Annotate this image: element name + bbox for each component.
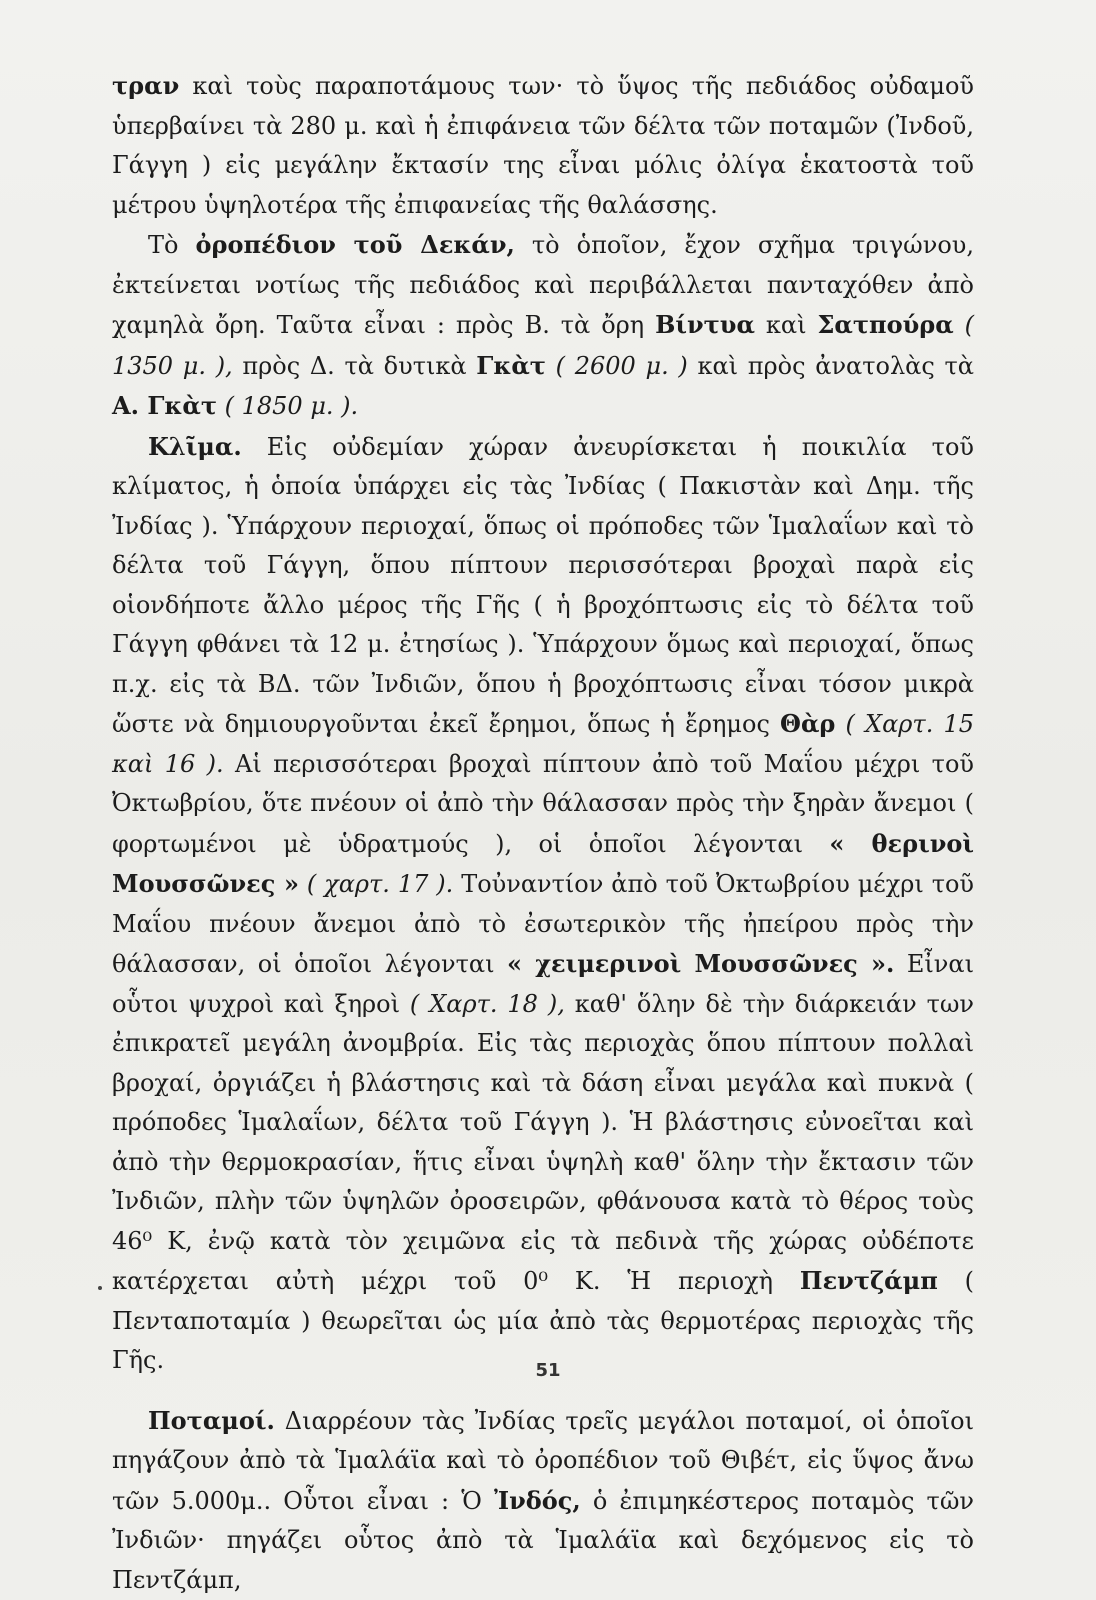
bold-term: Βίντυα <box>655 310 755 339</box>
text-run: πρὸς Δ. τὰ δυτικὰ <box>233 352 477 380</box>
bold-term: Κλῖμα. <box>148 432 242 461</box>
bold-term: Ἰνδός, <box>494 1486 581 1515</box>
text-run: Τὸ <box>148 231 195 259</box>
text-run: Διαρρέουν τὰς Ἰνδίας τρεῖς μεγάλοι ποταμοί, οἱ ὁποῖοι πηγάζουν ἀπὸ τὰ Ἱμαλάϊα καὶ τὸ ὀροπέδιον τοῦ Θιβέτ, εἰς ὕψος ἄνω τῶν 5.000μ.. Οὗτοι εἶναι : Ὁ <box>112 1407 974 1515</box>
text-run: καὶ τοὺς παραποτάμους των· τὸ ὕψος τῆς πεδιάδος οὐδαμοῦ ὑπερβαίνει τὰ 280 μ. καὶ ἡ ἐπιφάνεια τῶν δέλτα τῶν ποταμῶν (Ἰνδοῦ, Γάγγη ) εἰς μεγάλην ἔκτασίν της εἶναι μόλις ὀλίγα ἑκατοστὰ τοῦ μέτρου ὑψηλοτέρα τῆς ἐπιφανείας τῆς θαλάσσης. <box>112 72 974 219</box>
bold-term: Ποταμοί. <box>148 1406 275 1435</box>
italic-reference: ( χαρτ. 17 ). <box>307 870 453 898</box>
paragraph <box>112 427 974 1381</box>
text-run: καὶ <box>755 311 818 339</box>
text-run: Τοὐναντίον ἀπὸ τοῦ Ὀκτωβρίου μέχρι τοῦ Μαΐου πνέουν ἄνεμοι ἀπὸ τὸ ἐσωτερικὸν τῆς ἠπείρου πρὸς τὴν θάλασσαν, οἱ ὁποῖοι λέγονται <box>112 870 974 978</box>
bold-term: τραν <box>112 71 179 100</box>
text-run: καὶ πρὸς ἀνατολὰς τὰ <box>688 352 974 380</box>
bold-term: Α. Γκὰτ <box>112 391 217 420</box>
bold-term: ὀροπέδιον τοῦ Δεκάν, <box>195 230 514 259</box>
text-run <box>835 710 845 738</box>
paragraph <box>112 66 974 225</box>
text-run: Αἱ περισσότεραι βροχαὶ πίπτουν ἀπὸ τοῦ Μαΐου μέχρι τοῦ Ὀκτωβρίου, ὅτε πνέουν οἱ ἀπὸ τὴν θάλασσαν πρὸς τὴν ξηρὰν ἄνεμοι ( φορτωμένοι μὲ ὑδρατμούς ), οἱ ὁποῖοι λέγονται <box>112 750 974 858</box>
italic-reference: ( Χαρτ. 18 ), <box>410 990 565 1018</box>
bold-term: Σατπούρα <box>817 310 953 339</box>
bold-term: « θερινοὶ Μουσσῶνες » <box>112 829 974 899</box>
paragraph <box>112 225 974 427</box>
text-run: ὁ ἐπιμηκέστερος ποταμὸς τῶν Ἰνδιῶν· πηγάζει οὗτος ἀπὸ τὰ Ἱμαλάϊα καὶ δεχόμενος εἰς τὸ Πεντζάμπ, <box>112 1487 974 1594</box>
text-run <box>299 870 307 898</box>
italic-reference: ( 2600 μ. ) <box>556 352 688 380</box>
text-run: καθ' ὅλην δὲ τὴν διάρκειάν των ἐπικρατεῖ μεγάλη ἀνομβρία. Εἰς τὰς περιοχὰς ὅπου πίπτουν πολλαὶ βροχαί, ὀργιάζει ἡ βλάστησις καὶ τὰ δάση εἶναι μεγάλα καὶ πυκνὰ ( πρόποδες Ἱμαλαΐων, δέλτα τοῦ Γάγγη ). Ἡ βλάστησις εὐνοεῖται καὶ ἀπὸ τὴν θερμοκρασίαν, ἥτις εἶναι ὑψηλὴ καθ' ὅλην τὴν ἔκτασιν τῶν Ἰνδιῶν, πλὴν τῶν ὑψηλῶν ὀροσειρῶν, φθάνουσα κατὰ τὸ θέρος τοὺς 46⁰ Κ, ἐνῷ κατὰ τὸν χειμῶνα εἰς τὰ πεδινὰ τῆς χώρας οὐδέποτε κατέρχεται αὐτὴ μέχρι τοῦ 0⁰ Κ. Ἡ περιοχὴ <box>112 990 974 1296</box>
text-run: τὸ ὁποῖον, ἔχον σχῆμα τριγώνου, ἐκτείνεται νοτίως τῆς πεδιάδος καὶ περιβάλλεται πανταχόθεν ἀπὸ χαμηλὰ ὄρη. Ταῦτα εἶναι : πρὸς Β. τὰ ὄρη <box>112 231 974 339</box>
text-run <box>954 311 965 339</box>
text-run: Εἰς οὐδεμίαν χώραν ἀνευρίσκεται ἡ ποικιλία τοῦ κλίματος, ἡ ὁποία ὑπάρχει εἰς τὰς Ἰνδίας ( Πακιστὰν καὶ Δημ. τῆς Ἰνδίας ). Ὑπάρχουν περιοχαί, ὅπως οἱ πρόποδες τῶν Ἱμαλαΐων καὶ τὸ δέλτα τοῦ Γάγγη, ὅπου πίπτουν περισσότεραι βροχαὶ παρὰ εἰς οἱονδήποτε ἄλλο μέρος τῆς Γῆς ( ἡ βροχόπτωσις εἰς τὸ δέλτα τοῦ Γάγγη φθάνει τὰ 12 μ. ἐτησίως ). Ὑπάρχουν ὅμως καὶ περιοχαί, ὅπως π.χ. εἰς τὰ ΒΔ. τῶν Ἰνδιῶν, ὅπου ἡ βροχόπτωσις εἶναι τόσον μικρὰ ὥστε νὰ δημιουργοῦνται ἐκεῖ ἔρημοι, ὅπως ἡ ἔρημος <box>112 433 974 739</box>
page-number: 51 <box>0 1360 1096 1381</box>
text-run <box>546 352 556 380</box>
italic-reference: ( 1850 μ. ). <box>225 392 359 420</box>
bold-term: « χειμερινοὶ Μουσσῶνες ». <box>507 949 894 978</box>
text-run: Εἶναι οὗτοι ψυχροὶ καὶ ξηροὶ <box>112 950 974 1018</box>
text-run <box>217 392 225 420</box>
text-run: ( Πενταποταμία ) θεωρεῖται ὡς μία ἀπὸ τὰς θερμοτέρας περιοχὰς τῆς Γῆς. <box>112 1267 974 1374</box>
italic-reference: ( Χαρτ. 15 καὶ 16 ). <box>112 710 974 778</box>
bold-term: Θὰρ <box>780 709 835 738</box>
bold-term: Πεντζάμπ <box>800 1266 938 1295</box>
italic-reference: ( 1350 μ. ), <box>112 311 974 380</box>
scan-speck <box>98 1286 102 1290</box>
paragraph <box>112 1401 974 1600</box>
bold-term: Γκὰτ <box>476 351 546 380</box>
